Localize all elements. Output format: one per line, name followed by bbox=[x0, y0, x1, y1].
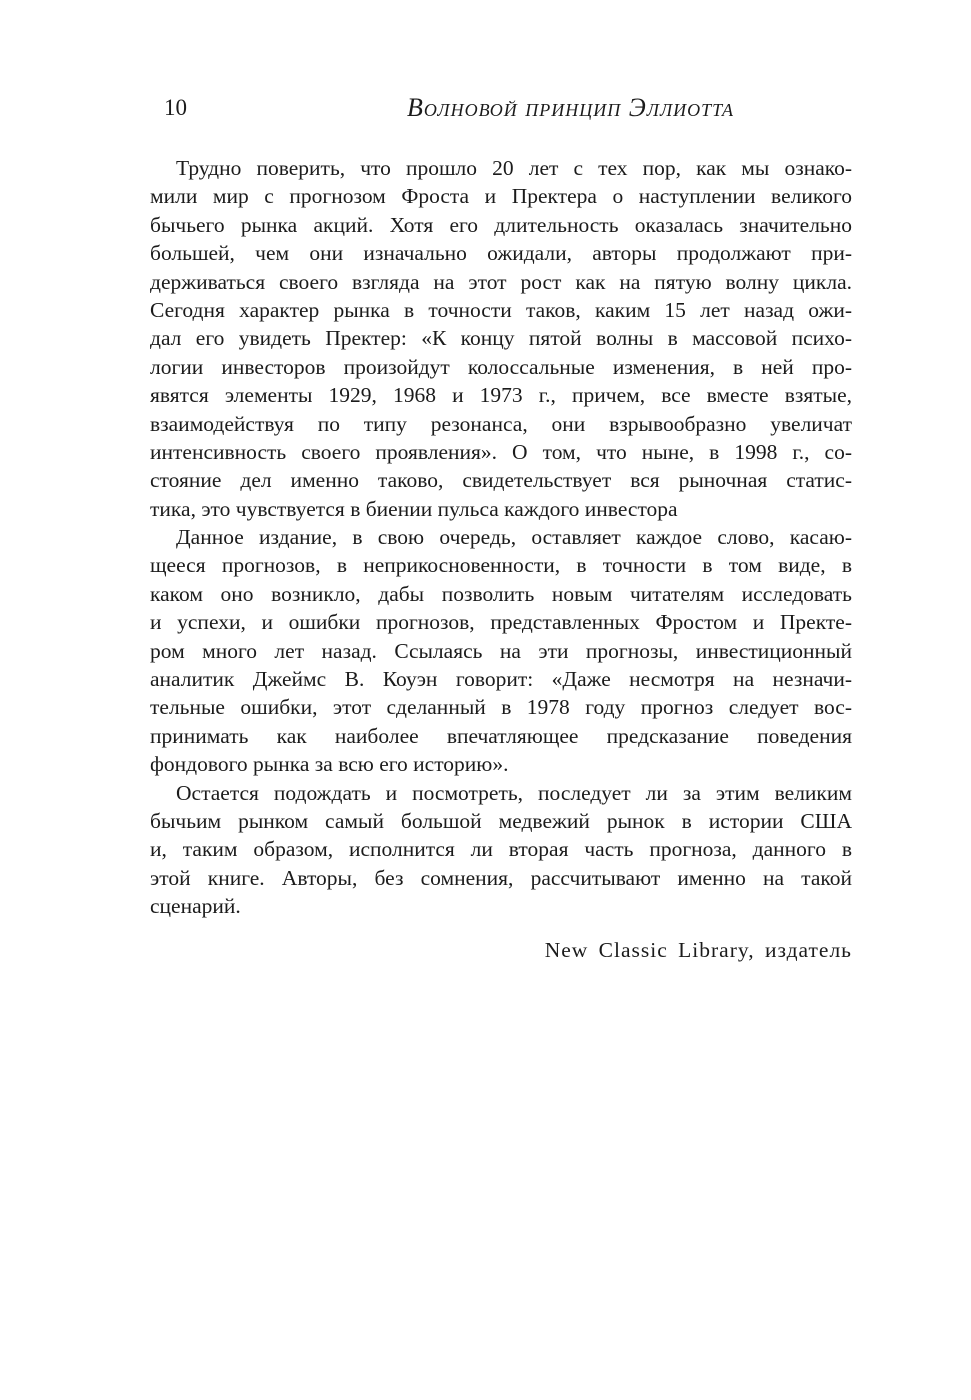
text-line: ром много лет назад. Ссылаясь на эти прогнозы, инвестиционный bbox=[150, 638, 852, 663]
text-line: каком оно возникло, дабы позволить новым читателям исследовать bbox=[150, 581, 852, 606]
paragraph bbox=[150, 523, 852, 779]
text-line: тельные ошибки, этот сделанный в 1978 году прогноз следует вос- bbox=[150, 695, 852, 720]
text-line: щееся прогнозов, в неприкосновенности, в точности в том виде, в bbox=[150, 553, 852, 578]
text-line: бычьего рынка акций. Хотя его длительность оказалась значительно bbox=[150, 212, 852, 237]
text-line: стояние дел именно таково, свидетельствует вся рыночная статис- bbox=[150, 468, 852, 493]
running-header-title: Волновой принцип Эллиотта bbox=[407, 93, 735, 122]
text-line: Сегодня характер рынка в точности таков, каким 15 лет назад ожи- bbox=[150, 297, 852, 322]
text-line: сценарий. bbox=[150, 894, 241, 919]
text-line: Данное издание, в свою очередь, оставляет каждое слово, касаю- bbox=[176, 525, 852, 550]
text-line: дал его увидеть Пректер: «К концу пятой волны в массовой психо- bbox=[150, 326, 852, 351]
publisher-signature: New Classic Library, издатель bbox=[544, 937, 852, 962]
text-line: и, таким образом, исполнится ли вторая часть прогноза, данного в bbox=[150, 837, 852, 862]
text-line: явятся элементы 1929, 1968 и 1973 г., причем, все вместе взятые, bbox=[150, 383, 852, 408]
paragraph bbox=[150, 154, 852, 523]
text-line: мили мир с прогнозом Фроста и Пректера о наступлении великого bbox=[150, 184, 852, 209]
text-line: бычьим рынком самый большой медвежий рынок в истории США bbox=[150, 808, 852, 833]
text-line: принимать как наиболее впечатляющее предсказание поведения bbox=[150, 723, 852, 748]
text-line: Трудно поверить, что прошло 20 лет с тех пор, как мы ознако- bbox=[176, 156, 852, 180]
text-line: взаимодействуя по типу резонанса, они взрывообразно увеличат bbox=[150, 411, 852, 436]
text-line: аналитик Джеймс В. Коуэн говорит: «Даже несмотря на незначи- bbox=[150, 667, 852, 692]
text-line: тика, это чувствуется в биении пульса каждого инвестора bbox=[150, 496, 678, 521]
text-line: Остается подождать и посмотреть, последует ли за этим великим bbox=[176, 780, 852, 805]
text-line: логии инвесторов произойдут колоссальные изменения, в ней про- bbox=[150, 354, 852, 379]
text-line: держиваться своего взгляда на этот рост как на пятую волну цикла. bbox=[150, 269, 852, 294]
paragraph bbox=[150, 779, 852, 921]
text-line: интенсивность своего проявления». О том, что ныне, в 1998 г., со- bbox=[150, 439, 852, 464]
page-number: 10 bbox=[164, 95, 187, 120]
body-text bbox=[150, 154, 852, 964]
text-line: и успехи, и ошибки прогнозов, представленных Фростом и Пректе- bbox=[150, 610, 852, 635]
text-line: фондового рынка за всю его историю». bbox=[150, 752, 509, 777]
text-line: большей, чем они изначально ожидали, авторы продолжают при- bbox=[150, 241, 852, 266]
text-line: этой книге. Авторы, без сомнения, рассчитывают именно на такой bbox=[150, 865, 852, 890]
